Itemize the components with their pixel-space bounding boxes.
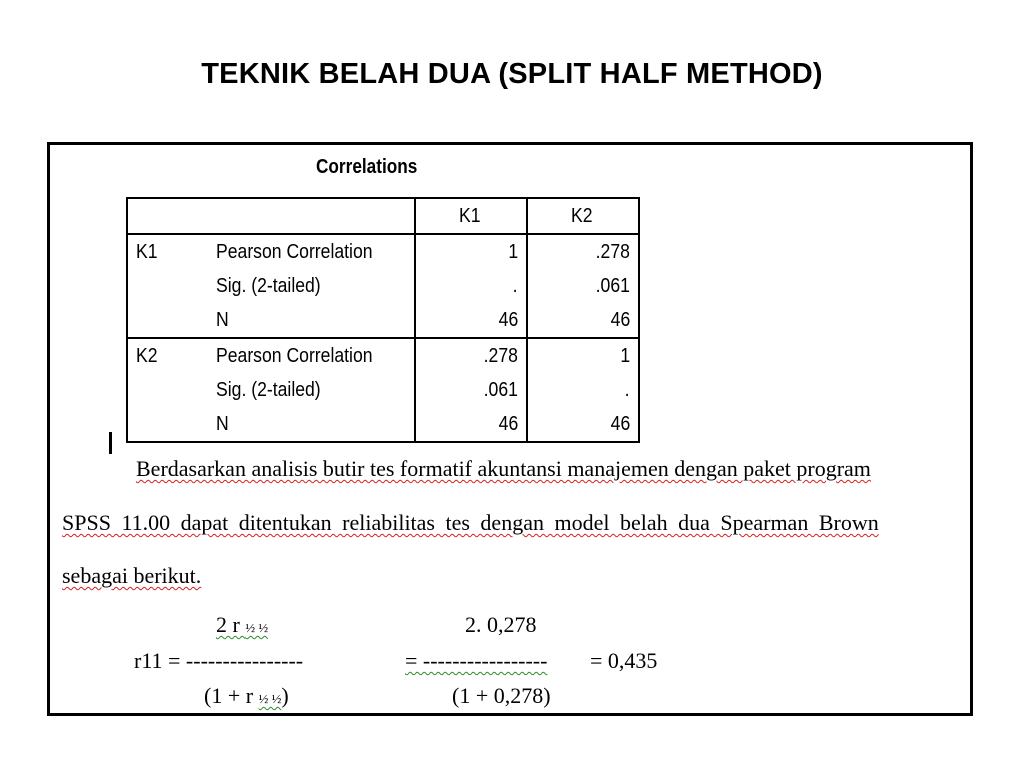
stat-label: N xyxy=(208,407,415,442)
cell-k1: 46 xyxy=(415,303,527,338)
table-row xyxy=(127,407,639,442)
table-row xyxy=(127,373,639,407)
paragraph-line-1: Berdasarkan analisis butir tes formatif akuntansi manajemen dengan paket program xyxy=(136,456,871,481)
cell-k1: .278 xyxy=(415,338,527,373)
paragraph-line-3: sebagai berikut. xyxy=(62,563,202,588)
table-row xyxy=(127,269,639,303)
table-row xyxy=(127,338,639,373)
cell-k2: . xyxy=(527,373,639,407)
stat-label: Pearson Correlation xyxy=(208,234,415,269)
table-row xyxy=(127,234,639,269)
row-group-label: K1 xyxy=(127,234,208,269)
table-header-row xyxy=(127,198,639,234)
header-empty-cell xyxy=(208,198,415,234)
formula-middle: = ----------------- xyxy=(405,648,548,673)
row-group-label: K2 xyxy=(127,338,208,373)
cell-k1: . xyxy=(415,269,527,303)
stat-label: Pearson Correlation xyxy=(208,338,415,373)
column-header-k2: K2 xyxy=(527,198,639,234)
slide-title: TEKNIK BELAH DUA (SPLIT HALF METHOD) xyxy=(201,58,823,90)
stat-label: Sig. (2-tailed) xyxy=(208,373,415,407)
cell-k2: .278 xyxy=(527,234,639,269)
paragraph-line-2: SPSS 11.00 dapat ditentukan reliabilitas tes dengan model belah dua Spearman Brown xyxy=(62,510,879,535)
cell-k2: 46 xyxy=(527,303,639,338)
header-empty-cell xyxy=(127,198,208,234)
text-cursor-icon xyxy=(109,432,112,454)
cell-k2: .061 xyxy=(527,269,639,303)
cell-k1: .061 xyxy=(415,373,527,407)
cell-k1: 1 xyxy=(415,234,527,269)
correlations-title: Correlations xyxy=(316,156,418,178)
cell-k1: 46 xyxy=(415,407,527,442)
cell-k2: 1 xyxy=(527,338,639,373)
stat-label: N xyxy=(208,303,415,338)
table-row xyxy=(127,303,639,338)
formula-lhs: r11 = ---------------- xyxy=(134,648,304,673)
formula-denominator-left: (1 + r ½ ½) xyxy=(204,683,289,708)
formula-denominator-right: (1 + 0,278) xyxy=(452,683,551,708)
formula-result: = 0,435 xyxy=(590,648,658,673)
stat-label: Sig. (2-tailed) xyxy=(208,269,415,303)
correlations-table xyxy=(126,197,640,443)
cell-k2: 46 xyxy=(527,407,639,442)
column-header-k1: K1 xyxy=(415,198,527,234)
formula-numerator-right: 2. 0,278 xyxy=(465,612,537,637)
formula-numerator-left: 2 r ½ ½ xyxy=(216,612,269,637)
